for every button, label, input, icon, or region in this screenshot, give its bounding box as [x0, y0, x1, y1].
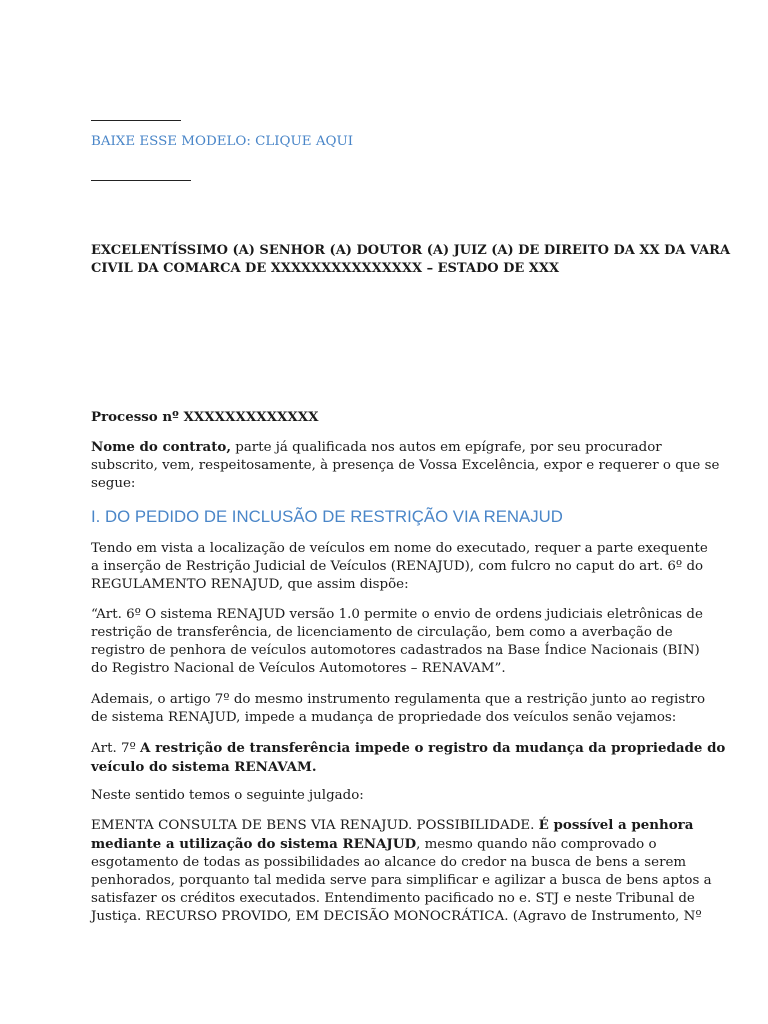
- top-rule: [91, 120, 181, 121]
- ementa-text: EMENTA CONSULTA DE BENS VIA RENAJUD. POSSIBILIDADE.: [91, 818, 539, 833]
- quote-line: “Art. 6º O sistema RENAJUD versão 1.0 permite o envio de ordens judiciais eletrônicas de: [91, 607, 703, 622]
- contract-name: Nome do contrato,: [91, 439, 231, 455]
- paragraph-line: Tendo em vista a localização de veículos em nome do executado, requer a parte exequente: [91, 541, 708, 556]
- renajud-paragraph: [91, 540, 708, 594]
- ementa-bold-text: mediante a utilização do sistema RENAJUD: [91, 836, 417, 852]
- intro-text: segue:: [91, 476, 136, 491]
- art7-bold-text: A restrição de transferência impede o registro da mudança da propriedade do: [140, 740, 726, 756]
- quote-line: restrição de transferência, de licenciamento de circulação, bem como a averbação de: [91, 625, 673, 640]
- paragraph-line: Ademais, o artigo 7º do mesmo instrumento regulamenta que a restrição junto ao registro: [91, 692, 706, 707]
- art6-quote: [91, 606, 703, 678]
- ementa-text: satisfazer os créditos executados. Entendimento pacificado no e. STJ e neste Tribunal de: [91, 891, 695, 906]
- julgado-intro: Neste sentido temos o seguinte julgado:: [91, 788, 364, 803]
- paragraph-line: de sistema RENAJUD, impede a mudança de propriedade dos veículos senão vejamos:: [91, 710, 677, 725]
- intro-text: parte já qualificada nos autos em epígrafe, por seu procurador: [231, 440, 662, 455]
- ementa-paragraph: [91, 816, 712, 926]
- paragraph-line: REGULAMENTO RENAJUD, que assim dispõe:: [91, 577, 409, 592]
- art7-paragraph: [91, 691, 706, 727]
- judge-address: [91, 242, 731, 278]
- intro-paragraph: [91, 438, 720, 493]
- section-heading: I. DO PEDIDO DE INCLUSÃO DE RESTRIÇÃO VIA RENAJUD: [91, 507, 563, 526]
- download-template-link[interactable]: BAIXE ESSE MODELO: CLIQUE AQUI: [91, 134, 354, 149]
- paragraph-line: a inserção de Restrição Judicial de Veículos (RENAJUD), com fulcro no caput do art. 6º do: [91, 559, 704, 574]
- art7-prefix: Art. 7º: [91, 741, 141, 756]
- ementa-text: penhorados, porquanto tal medida serve para simplificar e agilizar a busca de bens aptos a: [91, 873, 712, 888]
- processo-number: Processo nº XXXXXXXXXXXXX: [91, 409, 319, 425]
- quote-line: registro de penhora de veículos automotores cadastrados na Base Índice Nacionais (BIN): [91, 643, 700, 658]
- ementa-text: , mesmo quando não comprovado o: [416, 837, 657, 852]
- judge-address-line: EXCELENTÍSSIMO (A) SENHOR (A) DOUTOR (A) JUIZ (A) DE DIREITO DA XX DA VARA: [91, 243, 731, 258]
- quote-line: do Registro Nacional de Veículos Automotores – RENAVAM”.: [91, 661, 506, 676]
- judge-address-line: CIVIL DA COMARCA DE XXXXXXXXXXXXXXX – ESTADO DE XXX: [91, 261, 560, 276]
- ementa-bold-text: É possível a penhora: [538, 817, 694, 833]
- bottom-rule: [91, 180, 191, 181]
- ementa-text: Justiça. RECURSO PROVIDO, EM DECISÃO MONOCRÁTICA. (Agravo de Instrumento, Nº: [91, 909, 702, 924]
- intro-text: subscrito, vem, respeitosamente, à presença de Vossa Excelência, expor e requerer o que se: [91, 458, 720, 473]
- art7-bold-text: veículo do sistema RENAVAM.: [91, 759, 317, 775]
- art7-citation: [91, 739, 726, 777]
- ementa-text: esgotamento de todas as possibilidades ao alcance do credor na busca de bens a serem: [91, 855, 687, 870]
